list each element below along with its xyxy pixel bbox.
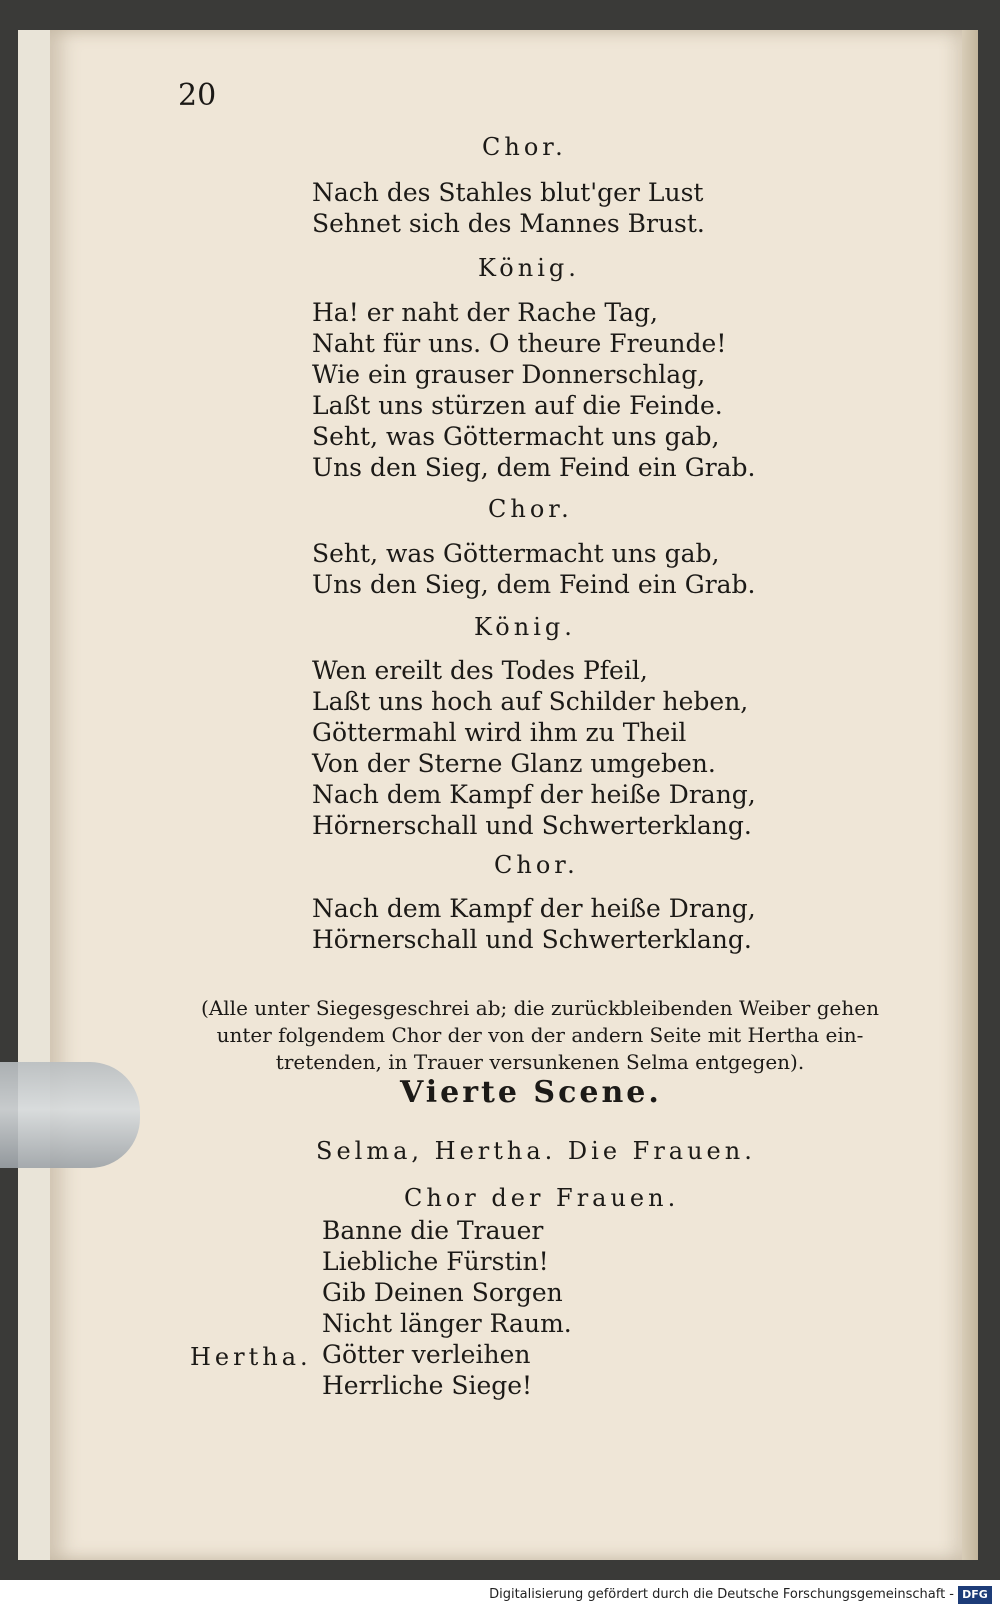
footer-bar xyxy=(0,1580,1000,1613)
verse-line: Herrliche Siege! xyxy=(322,1371,533,1400)
stage-direction-line: unter folgendem Chor der von der andern Seite mit Hertha ein- xyxy=(216,1023,864,1047)
stage-direction-line: tretenden, in Trauer versunkenen Selma entgegen). xyxy=(275,1050,805,1074)
verse-line: Götter verleihen xyxy=(322,1340,531,1369)
verse-line: Göttermahl wird ihm zu Theil xyxy=(312,718,687,747)
verse-line: Banne die Trauer xyxy=(322,1216,544,1245)
verse-line: Von der Sterne Glanz umgeben. xyxy=(312,749,716,778)
verse-line: Liebliche Fürstin! xyxy=(322,1247,549,1276)
verse-line: Laßt uns stürzen auf die Feinde. xyxy=(312,391,723,420)
verse-line: Gib Deinen Sorgen xyxy=(322,1278,563,1307)
verse-line: Ha! er naht der Rache Tag, xyxy=(312,298,658,327)
verse-line: Nach dem Kampf der heiße Drang, xyxy=(312,894,756,923)
stage-direction xyxy=(190,995,890,1076)
verse-line: Nach des Stahles blut'ger Lust xyxy=(312,178,704,207)
speaker-heading: König. xyxy=(478,254,580,282)
verse-line: Nicht länger Raum. xyxy=(322,1309,572,1338)
speaker-heading: Chor. xyxy=(482,133,567,161)
verse-line: Uns den Sieg, dem Feind ein Grab. xyxy=(312,570,756,599)
verse-line: Hörnerschall und Schwerterklang. xyxy=(312,925,752,954)
speaker-heading: Chor. xyxy=(488,495,573,523)
speaker-heading: König. xyxy=(474,613,576,641)
finger-overlay xyxy=(0,1062,140,1168)
dfg-logo-icon: DFG xyxy=(958,1586,992,1604)
verse-line: Sehnet sich des Mannes Brust. xyxy=(312,209,705,238)
verse-line: Wie ein grauser Donnerschlag, xyxy=(312,360,706,389)
page-number: 20 xyxy=(178,78,217,113)
verse-line: Naht für uns. O theure Freunde! xyxy=(312,329,727,358)
verse-line: Laßt uns hoch auf Schilder heben, xyxy=(312,687,749,716)
scene-title: Vierte Scene. xyxy=(400,1075,662,1110)
speaker-heading: Chor. xyxy=(494,851,579,879)
page-edge xyxy=(962,30,978,1560)
speaker-label: Hertha. xyxy=(190,1343,312,1371)
verse-line: Seht, was Göttermacht uns gab, xyxy=(312,539,720,568)
scene-persons: Selma, Hertha. Die Frauen. xyxy=(316,1137,756,1165)
verse-line: Wen ereilt des Todes Pfeil, xyxy=(312,656,648,685)
footer-credit: Digitalisierung gefördert durch die Deutsche Forschungsgemeinschaft - xyxy=(489,1587,954,1602)
stage-direction-line: (Alle unter Siegesgeschrei ab; die zurückbleibenden Weiber gehen xyxy=(201,996,879,1020)
chorus-heading: Chor der Frauen. xyxy=(404,1184,680,1212)
verse-line: Hörnerschall und Schwerterklang. xyxy=(312,811,752,840)
verse-line: Uns den Sieg, dem Feind ein Grab. xyxy=(312,453,756,482)
verse-line: Nach dem Kampf der heiße Drang, xyxy=(312,780,756,809)
verse-line: Seht, was Göttermacht uns gab, xyxy=(312,422,720,451)
